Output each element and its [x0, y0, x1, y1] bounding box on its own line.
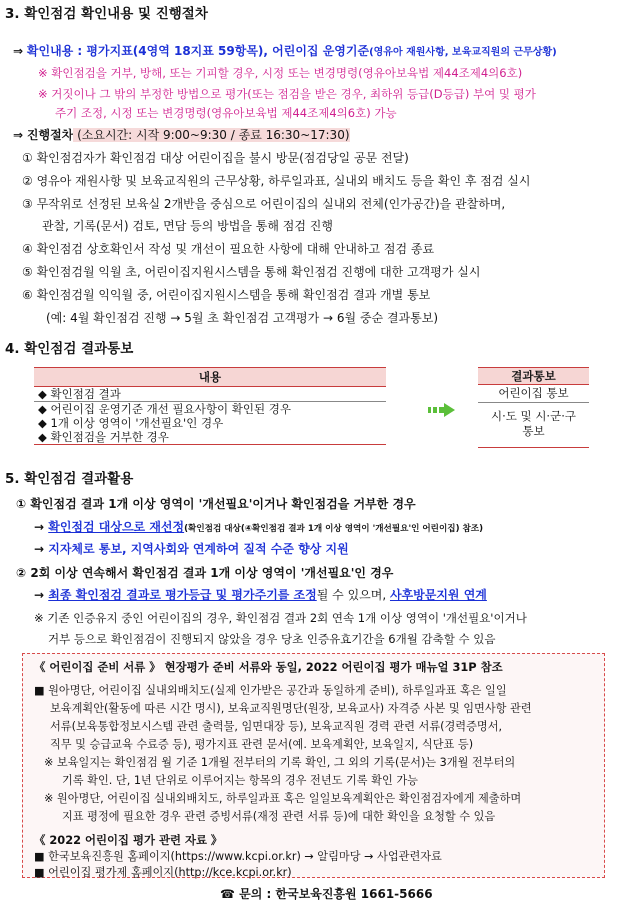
- arrow-icon: →: [34, 520, 49, 534]
- use-item-1-sub1: [34, 518, 483, 538]
- content-line: [13, 42, 557, 62]
- contact-info: ☎ 문의 : 한국보육진흥원 1661-5666: [220, 887, 433, 901]
- content-label: 확인내용 :: [26, 44, 87, 58]
- section3-title: 3. 확인점검 확인내용 및 진행절차: [5, 6, 208, 22]
- step-5: ⑤ 확인점검월 익월 초, 어린이집지원시스템을 통해 확인점검 진행에 대한 고객평가 실시: [22, 265, 481, 279]
- grade-adjust-mid: 될 수 있으며,: [316, 588, 390, 602]
- local-gov-support: 지자체로 통보, 지역사회와 연계하여 질적 수준 향상 지원: [48, 542, 349, 556]
- result-table: [34, 367, 386, 445]
- result-local-gov: [478, 403, 589, 448]
- section4-title: 4. 확인점검 결과통보: [5, 341, 134, 357]
- link-kce[interactable]: ■ 어린이집 평가제 홈페이지(http://kce.kcpi.or.kr): [34, 866, 292, 879]
- cert-note-2: 거부 등으로 확인점검이 진행되지 않았을 경우 당초 인증유효기간을 6개월 감축할 수 있음: [48, 632, 496, 646]
- section5-title: 5. 확인점검 결과활용: [5, 471, 134, 487]
- documents-list-1: ■ 원아명단, 어린이집 실내외배치도(실제 인가받은 공간과 동일하게 준비), 하루일과표 혹은 일일: [34, 684, 507, 697]
- documents-list-2: 보육계획안(활동에 따른 시간 명시), 보육교직원명단(원장, 보육교사) 자격증 사본 및 임면사항 관련: [50, 702, 532, 715]
- documents-list-3: 서류(보육통합정보시스템 관련 출력물, 임면대장 등), 보육교직원 경력 관련 서류(경력증명서,: [50, 720, 503, 733]
- link-kcpi[interactable]: ■ 한국보육진흥원 홈페이지(https://www.kcpi.or.kr) → 알림마당 → 사업관련자료: [34, 850, 442, 863]
- note-fraud-1: ※ 거짓이나 그 밖의 부정한 방법으로 평가(또는 점검을 받은 경우, 최하위 등급(D등급) 부여 및 평가: [38, 87, 536, 101]
- note-fraud-2: 주기 조정, 시정 또는 변경명령(영유아보육법 제44조제4의6호) 가능: [55, 106, 397, 120]
- use-item-2-sub: [34, 586, 487, 604]
- journal-note-2: 기록 확인. 단, 1년 단위로 이루어지는 항목의 경우 전년도 기록 확인 가능: [62, 774, 418, 787]
- content-paren: (영유아 재원사항, 보육교직원의 근무상황): [369, 47, 557, 58]
- procedure-time: (소요시간: 시작 9:00~9:30 / 종료 16:30~17:30): [73, 128, 350, 142]
- result-local-gov-line2: 통보: [522, 424, 545, 438]
- use-item-1-sub2: [34, 540, 349, 558]
- col-result-header: 결과통보: [478, 367, 589, 385]
- documents-title: 《 어린이집 준비 서류 》 현장평가 준비 서류와 동일, 2022 어린이집 평가 매뉴얼 31P 참조: [34, 660, 503, 674]
- procedure-line: [13, 126, 350, 144]
- step-6-example: (예: 4월 확인점검 진행 → 5월 초 확인점검 고객평가 → 6월 중순 결과통보): [46, 311, 438, 325]
- col-content-header: 내용: [34, 368, 386, 387]
- step-3: ③ 무작위로 선정된 보육실 2개반을 중심으로 어린이집의 실내외 전체(인가공간)을 관찰하며,: [22, 197, 506, 211]
- arrow-icon: ⇒: [13, 128, 24, 142]
- row-check-result: ◆ 확인점검 결과: [38, 387, 121, 401]
- follow-up-visit: 사후방문지원 연계: [389, 588, 487, 602]
- reselect-note: (확인점검 대상(④확인점검 결과 1개 이상 영역이 '개선필요'인 어린이집) 참조): [184, 524, 484, 534]
- procedure-label: 진행절차: [26, 128, 74, 142]
- documents-list-4: 직무 및 승급교육 수료증 등), 평가지표 관련 문서(예. 보육계획안, 보육일지, 식단표 등): [50, 738, 474, 751]
- row-improve-3: ◆ 확인점검을 거부한 경우: [34, 430, 386, 445]
- grade-adjust: 최종 확인점검 결과로 평가등급 및 평가주기를 조정: [48, 588, 317, 602]
- submit-note-2: 지표 평정에 필요한 경우 관련 증빙서류(재정 관련 서류 등)에 대한 확인을 요청할 수 있음: [62, 810, 496, 823]
- journal-note-1: ※ 보육일지는 확인점검 월 기준 1개월 전부터의 기록 확인, 그 외의 기록(문서)는 3개월 전부터의: [44, 756, 516, 769]
- note-refusal: ※ 확인점검을 거부, 방해, 또는 기피할 경우, 시정 또는 변경명령(영유아보육법 제44조제4의6호): [38, 66, 523, 80]
- submit-note-1: ※ 원아명단, 어린이집 실내외배치도, 하루일과표 혹은 일일보육계획안은 확인점검자에게 제출하며: [44, 792, 522, 805]
- step-3-cont: 관찰, 기록(문서) 검토, 면담 등의 방법을 통해 점검 진행: [42, 219, 333, 233]
- use-item-1: ① 확인점검 결과 1개 이상 영역이 '개선필요'이거나 확인점검을 거부한 경우: [16, 497, 416, 511]
- step-1: ① 확인점검자가 확인점검 대상 어린이집을 불시 방문(점검당일 공문 전달): [22, 151, 409, 165]
- result-daycare: 어린이집 통보: [478, 385, 589, 403]
- arrow-icon: →: [34, 542, 49, 556]
- content-standards: 평가지표(4영역 18지표 59항목), 어린이집 운영기준: [86, 44, 370, 58]
- cert-note-1: ※ 기존 인증유지 중인 어린이집의 경우, 확인점검 결과 2회 연속 1개 이상 영역이 '개선필요'이거나: [34, 611, 527, 625]
- right-arrow-icon: [428, 402, 456, 421]
- reselect-text: 확인점검 대상으로 재선정: [48, 520, 185, 534]
- row-improve-2: ◆ 1개 이상 영역이 '개선필요'인 경우: [38, 416, 224, 430]
- arrow-icon: →: [34, 588, 49, 602]
- arrow-icon: ⇒: [13, 44, 24, 58]
- result-notice-box: [478, 367, 589, 448]
- reference-title: 《 2022 어린이집 평가 관련 자료 》: [34, 833, 223, 847]
- use-item-2: ② 2회 이상 연속해서 확인점검 결과 1개 이상 영역이 '개선필요'인 경우: [16, 566, 394, 580]
- step-2: ② 영유아 재원사항 및 보육교직원의 근무상황, 하루일과표, 실내외 배치도 등을 확인 후 점검 실시: [22, 174, 531, 188]
- result-local-gov-line1: 시·도 및 시·군·구: [491, 409, 576, 423]
- step-6: ⑥ 확인점검월 익익월 중, 어린이집지원시스템을 통해 확인점검 결과 개별 통보: [22, 288, 431, 302]
- step-4: ④ 확인점검 상호확인서 작성 및 개선이 필요한 사항에 대해 안내하고 점검 종료: [22, 242, 435, 256]
- row-improve-1: ◆ 어린이집 운영기준 개선 필요사항이 확인된 경우: [34, 402, 386, 417]
